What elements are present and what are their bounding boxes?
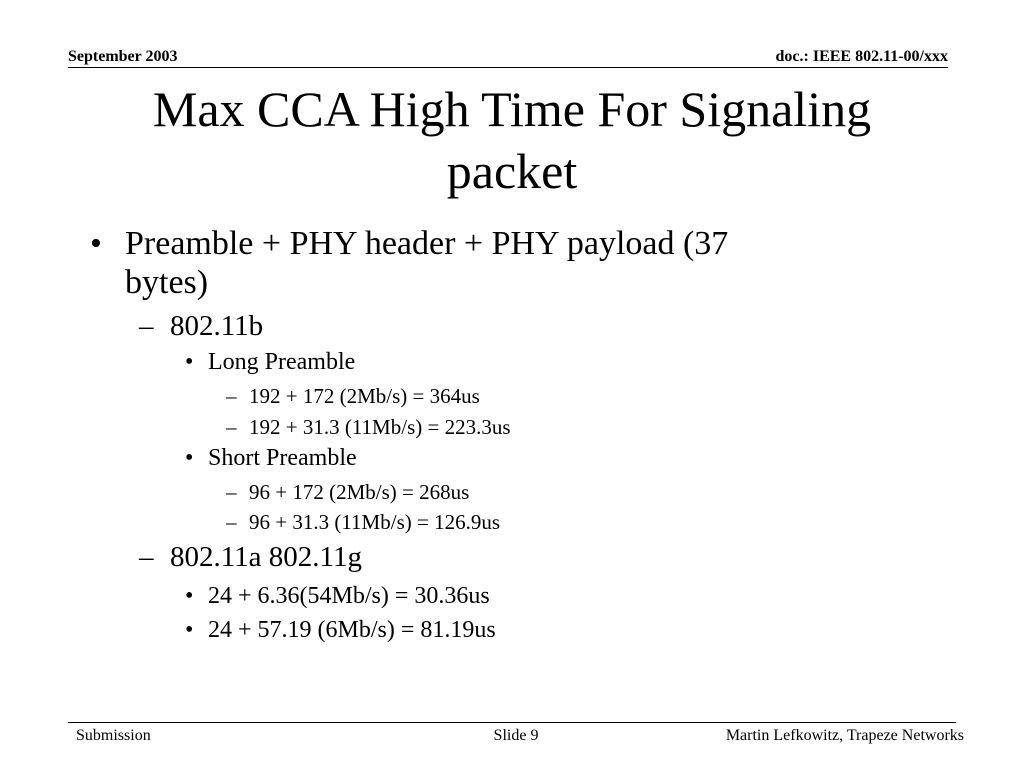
header-doc-id: doc.: IEEE 802.11-00/xxx xyxy=(775,48,948,65)
footer-author: Martin Lefkowitz, Trapeze Networks xyxy=(725,727,964,744)
ag-item: 24 + 57.19 (6Mb/s) = 81.19us xyxy=(208,617,496,643)
section-802-11b: 802.11b xyxy=(170,310,264,342)
bullet-marker: • xyxy=(185,617,194,643)
short-preamble-label: Short Preamble xyxy=(208,445,357,471)
footer-divider xyxy=(68,722,956,723)
header-date: September 2003 xyxy=(68,48,178,65)
bullet-marker: • xyxy=(185,349,194,375)
section-802-11a-g: 802.11a 802.11g xyxy=(170,541,362,573)
long-preamble-item: 192 + 31.3 (11Mb/s) = 223.3us xyxy=(249,415,511,439)
ag-item: 24 + 6.36(54Mb/s) = 30.36us xyxy=(208,583,490,609)
bullet-marker: • xyxy=(185,445,194,471)
dash-marker: – xyxy=(139,310,154,342)
dash-marker: – xyxy=(226,384,237,408)
bullet-marker: • xyxy=(90,225,102,262)
slide-title-line-2: packet xyxy=(446,143,578,199)
dash-marker: – xyxy=(226,510,237,534)
short-preamble-item: 96 + 31.3 (11Mb/s) = 126.9us xyxy=(249,510,500,534)
slide-title-line-1: Max CCA High Time For Signaling xyxy=(152,81,872,137)
main-bullet-line-2: bytes) xyxy=(125,264,209,301)
bullet-marker: • xyxy=(185,583,194,609)
dash-marker: – xyxy=(139,541,154,573)
long-preamble-item: 192 + 172 (2Mb/s) = 364us xyxy=(249,384,480,408)
dash-marker: – xyxy=(226,415,237,439)
short-preamble-item: 96 + 172 (2Mb/s) = 268us xyxy=(249,480,470,504)
dash-marker: – xyxy=(226,480,237,504)
long-preamble-label: Long Preamble xyxy=(208,349,356,375)
footer-submission: Submission xyxy=(76,727,151,744)
footer-slide-number: Slide 9 xyxy=(493,727,539,744)
main-bullet-line-1: Preamble + PHY header + PHY payload (37 xyxy=(125,225,729,262)
